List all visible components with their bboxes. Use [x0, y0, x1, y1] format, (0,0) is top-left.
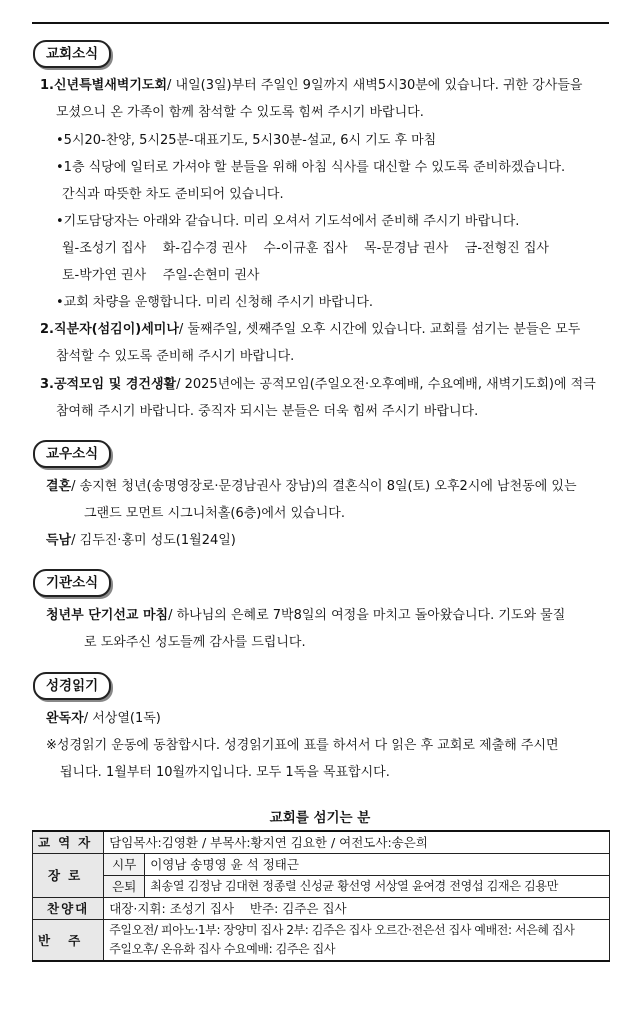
- news-item-3-line1: [40, 375, 596, 395]
- news-bullet-vehicle: •교회 차량을 운행합니다. 미리 신청해 주시기 바랍니다.: [56, 295, 374, 310]
- section-badge-bible: 성경읽기: [33, 672, 111, 700]
- staff-table-title: 교회를 섬기는 분: [269, 810, 371, 826]
- youth-line1: [46, 606, 565, 626]
- bible-done-line: [46, 709, 161, 729]
- table-row: [33, 898, 610, 920]
- table-row: [33, 854, 610, 876]
- news-bullet-prayer-leaders: •기도담당자는 아래와 같습니다. 미리 오셔서 기도석에서 준비해 주시기 바랍니다.: [56, 214, 520, 229]
- accompanist-line2: 주일오후/ 온유화 집사 수요예배: 김주은 집사: [109, 942, 336, 956]
- minister-list: 담임목사:김영환 / 부목사:황지연 김요한 / 여전도사:송은희: [104, 831, 610, 854]
- birth-heading: 득남: [46, 533, 72, 548]
- wedding-heading: 결혼: [46, 479, 72, 494]
- section-badge-members: 교우소식: [33, 440, 111, 468]
- table-row: [33, 920, 610, 962]
- news-item-2-line2: 참석할 수 있도록 준비해 주시기 바랍니다.: [56, 349, 295, 364]
- role-minister: 교역자: [33, 831, 104, 854]
- news-bullet-breakfast-cont: 간식과 따뜻한 차도 준비되어 있습니다.: [62, 187, 284, 202]
- bible-done-heading: 완독자: [46, 711, 84, 726]
- elder-active-list: 이영남 송명영 윤 석 정태근: [145, 854, 610, 876]
- staff-table: [32, 830, 610, 962]
- birth-line: [46, 531, 236, 551]
- news-bullet-schedule: •5시20-찬양, 5시25분-대표기도, 5시30분-설교, 6시 기도 후 마침: [56, 133, 437, 148]
- table-row: [33, 831, 610, 854]
- role-choir: 찬양대: [33, 898, 104, 920]
- wedding-line1: [46, 477, 577, 497]
- youth-text: / 하나님의 은혜로 7박8일의 여정을 마치고 돌아왔습니다. 기도와 물질: [168, 608, 566, 623]
- choir-list: 대장·지휘: 조성기 집사 반주: 김주은 집사: [104, 898, 610, 920]
- prayer-leaders-weekdays: 월-조성기 집사 화-김수경 권사 수-이규훈 집사 목-문경남 권사 금-전형진 집사: [62, 241, 549, 256]
- elder-active-label: 시무: [104, 854, 145, 876]
- news-item-1-line1: [40, 76, 582, 96]
- news-bullet-breakfast: •1층 식당에 일터로 가셔야 할 분들을 위해 아침 식사를 대신할 수 있도록 준비하겠습니다.: [56, 160, 566, 175]
- news-item-1-text: / 내일(3일)부터 주일인 9일까지 새벽5시30분에 있습니다. 귀한 강사들을: [167, 78, 583, 93]
- news-item-2-line1: [40, 320, 580, 340]
- bible-note-line1: ※성경읽기 운동에 동참합시다. 성경읽기표에 표를 하셔서 다 읽은 후 교회로 제출해 주시면: [46, 738, 559, 753]
- role-elder: 장로: [33, 854, 104, 898]
- section-badge-groups: 기관소식: [33, 569, 111, 597]
- section-badge-news: 교회소식: [33, 40, 111, 68]
- top-rule: [32, 22, 609, 24]
- elder-retired-list: 최송열 김정남 김대현 정종렬 신성균 황선영 서상열 윤여경 전영섭 김재은 김용만: [145, 876, 610, 898]
- table-row: [33, 876, 610, 898]
- youth-heading: 청년부 단기선교 마침: [46, 608, 169, 623]
- news-item-3-line2: 참여해 주시기 바랍니다. 중직자 되시는 분들은 더욱 힘써 주시기 바랍니다.: [56, 404, 479, 419]
- role-accompanist: 반주: [33, 920, 104, 962]
- news-item-2-text: / 둘째주일, 셋째주일 오후 시간에 있습니다. 교회를 섬기는 분들은 모두: [178, 322, 581, 337]
- wedding-line2: 그랜드 모먼트 시그니처홀(6층)에서 있습니다.: [84, 506, 345, 521]
- news-item-3-heading: 3.공적모임 및 경건생활: [40, 377, 177, 392]
- accompanist-line1: 주일오전/ 피아노·1부: 장양미 집사 2부: 김주은 집사 오르간·전은선 집사 예배전: 서은혜 집사: [109, 923, 575, 937]
- news-item-1-heading: 1.신년특별새벽기도회: [40, 78, 168, 93]
- birth-text: / 김두진·홍미 성도(1월24일): [71, 533, 236, 548]
- news-item-2-heading: 2.직분자(섬김이)세미나: [40, 322, 179, 337]
- news-item-3-text: / 2025년에는 공적모임(주일오전·오후예배, 수요예배, 새벽기도회)에 적극: [176, 377, 596, 392]
- news-item-1-line2: 모셨으니 온 가족이 함께 참석할 수 있도록 힘써 주시기 바랍니다.: [56, 105, 424, 120]
- bible-note-line2: 됩니다. 1월부터 10월까지입니다. 모두 1독을 목표합시다.: [60, 765, 390, 780]
- elder-retired-label: 은퇴: [104, 876, 145, 898]
- accompanist-list: [104, 920, 610, 962]
- bible-done-text: / 서상열(1독): [83, 711, 161, 726]
- wedding-text: / 송지현 청년(송명영장로·문경남권사 장남)의 결혼식이 8일(토) 오후2시에 남천동에 있는: [71, 479, 577, 494]
- youth-line2: 로 도와주신 성도들께 감사를 드립니다.: [84, 635, 306, 650]
- prayer-leaders-weekend: 토-박가연 권사 주일-손현미 권사: [62, 268, 260, 283]
